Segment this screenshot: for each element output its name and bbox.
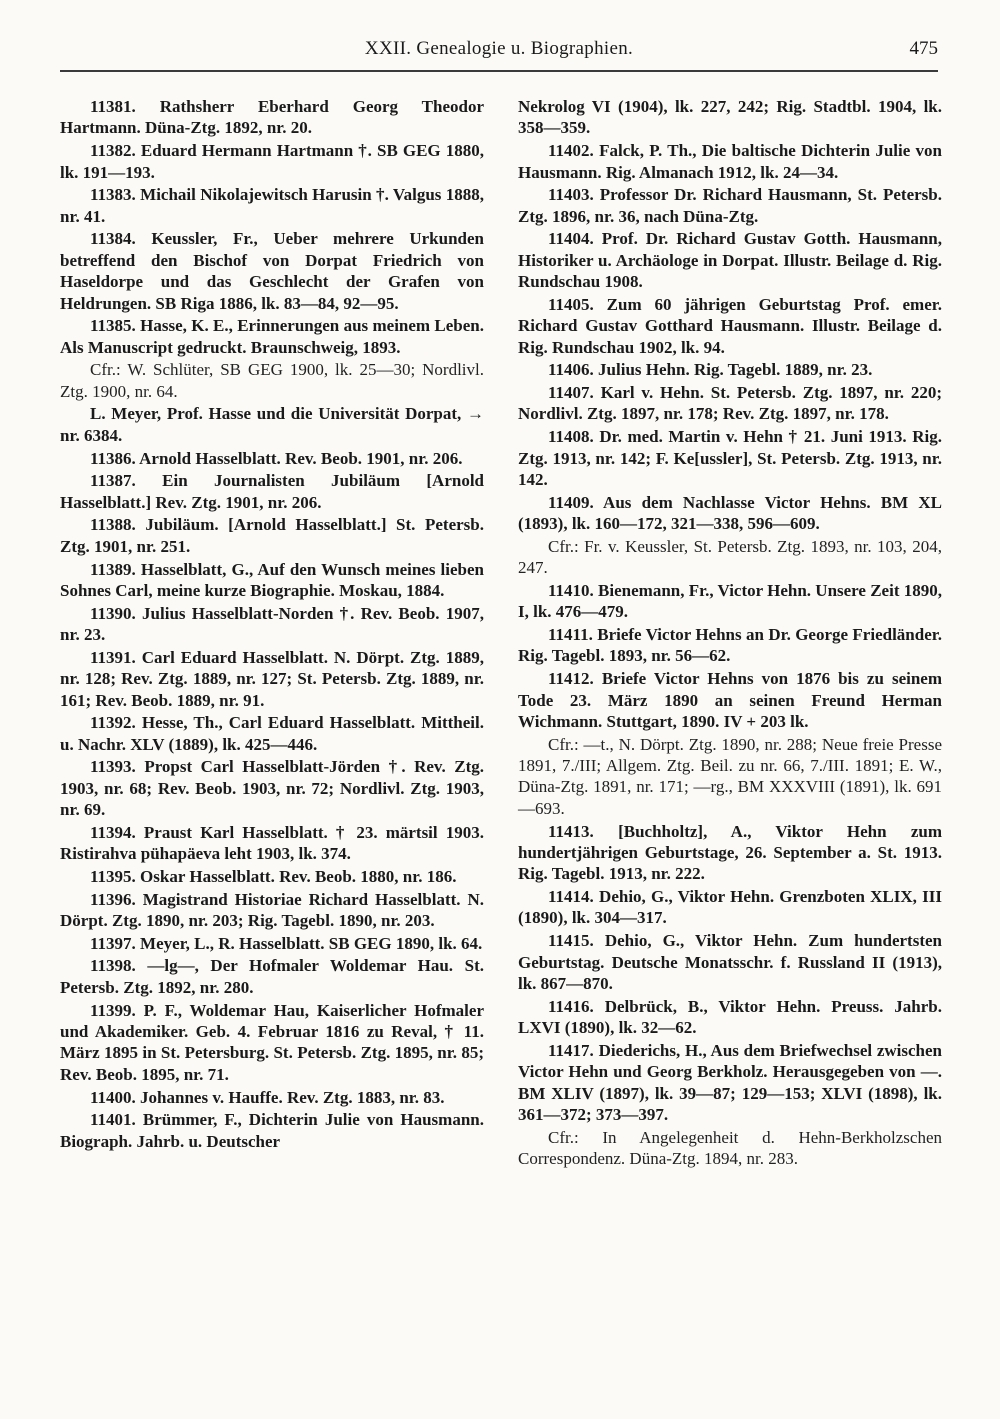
entry-11411: 11411. Briefe Victor Hehns an Dr. George Friedländer. Rig. Tagebl. 1893, nr. 56—62. <box>518 625 942 666</box>
entry-11396: 11396. Magistrand Historiae Richard Hasselblatt. N. Dörpt. Ztg. 1890, nr. 203; Rig. Tagebl. 1890, nr. 203. <box>60 889 484 931</box>
cfr-note: Cfr.: In Angelegenheit d. Hehn-Berkholzschen Correspondenz. Düna-Ztg. 1894, nr. 283. <box>518 1127 942 1169</box>
entry-11410: 11410. Bienemann, Fr., Victor Hehn. Unsere Zeit 1890, I, lk. 476—479. <box>518 580 942 622</box>
entry-11403: 11403. Professor Dr. Richard Hausmann, St. Petersb. Ztg. 1896, nr. 36, nach Düna-Ztg. <box>518 185 942 226</box>
entry-11382: 11382. Eduard Hermann Hartmann †. SB GEG 1880, lk. 191—193. <box>60 141 484 182</box>
entry-11401: 11401. Brümmer, F., Dichterin Julie von Hausmann. Biograph. Jahrb. u. Deutscher <box>60 1110 484 1151</box>
entry-11408: 11408. Dr. med. Martin v. Hehn † 21. Juni 1913. Rig. Ztg. 1913, nr. 142; F. Ke[ussler], St. Petersb. Ztg. 1913, nr. 142. <box>518 427 942 489</box>
entry-11402: 11402. Falck, P. Th., Die baltische Dichterin Julie von Hausmann. Rig. Almanach 1912, lk. 24—34. <box>518 141 942 182</box>
entry-11416: 11416. Delbrück, B., Viktor Hehn. Preuss. Jahrb. LXVI (1890), lk. 32—62. <box>518 996 942 1038</box>
left-column <box>60 96 484 1153</box>
entry-11414: 11414. Dehio, G., Viktor Hehn. Grenzboten XLIX, III (1890), lk. 304—317. <box>518 887 942 928</box>
entry-11404: 11404. Prof. Dr. Richard Gustav Gotth. Hausmann, Historiker u. Archäologe in Dorpat. Illustr. Beilage d. Rig. Rundschau 1908. <box>518 229 942 292</box>
entry-11391: 11391. Carl Eduard Hasselblatt. N. Dörpt. Ztg. 1889, nr. 128; Rev. Ztg. 1889, nr. 127; St. Petersb. Ztg. 1889, nr. 161; Rev. Beob. 1889, nr. 91. <box>60 647 484 710</box>
entry-11417: 11417. Diederichs, H., Aus dem Briefwechsel zwischen Victor Hehn und Georg Berkholz. Herausgegeben von —. BM XLIV (1897), lk. 39—87; 129—153; XLVI (1898), lk. 361—372; 373—397. <box>518 1040 942 1125</box>
entry-11394: 11394. Praust Karl Hasselblatt. † 23. märtsil 1903. Ristirahva pühapäeva leht 1903, lk. 374. <box>60 822 484 864</box>
entry-11401-continued: Nekrolog VI (1904), lk. 227, 242; Rig. Stadtbl. 1904, lk. 358—359. <box>518 97 942 138</box>
cfr-note: Cfr.: W. Schlüter, SB GEG 1900, lk. 25—30; Nordlivl. Ztg. 1900, nr. 64. <box>60 360 484 401</box>
cfr-note: Cfr.: —t., N. Dörpt. Ztg. 1890, nr. 288; Neue freie Presse 1891, 7./III; Allgem. Ztg. Beil. zu nr. 66, 7./III. 1891; E. W., Düna-Ztg. 1891, nr. 171; —rg., BM XXXVIII (1891), lk. 691—693. <box>518 734 942 818</box>
entry-11415: 11415. Dehio, G., Viktor Hehn. Zum hundertsten Geburtstag. Deutsche Monatsschr. f. Russland II (1913), lk. 867—870. <box>518 931 942 993</box>
page-header <box>60 36 938 72</box>
cfr-note: Cfr.: Fr. v. Keussler, St. Petersb. Ztg. 1893, nr. 103, 204, 247. <box>518 536 942 578</box>
entry-11384: 11384. Keussler, Fr., Ueber mehrere Urkunden betreffend den Bischof von Dorpat Friedrich von Haseldorpe und das Geschlecht der Grafen von Heldrungen. SB Riga 1886, lk. 83—84, 92—95. <box>60 229 484 313</box>
entry-11406: 11406. Julius Hehn. Rig. Tagebl. 1889, nr. 23. <box>548 360 873 380</box>
entry-11383: 11383. Michail Nikolajewitsch Harusin †. Valgus 1888, nr. 41. <box>60 185 484 226</box>
entry-11385: 11385. Hasse, K. E., Erinnerungen aus meinem Leben. Als Manuscript gedruckt. Braunschweig, 1893. <box>60 316 484 357</box>
cross-reference: L. Meyer, Prof. Hasse und die Universität Dorpat, → nr. 6384. <box>60 404 484 445</box>
entry-11413: 11413. [Buchholtz], A., Viktor Hehn zum hundertjährigen Geburtstage, 26. September a. St. 1913. Rig. Tagebl. 1913, nr. 222. <box>518 821 942 884</box>
entry-11412: 11412. Briefe Victor Hehns von 1876 bis zu seinem Tode 23. März 1890 an seinen Freund Herman Wichmann. Stuttgart, 1890. IV + 203 lk. <box>518 669 942 731</box>
entry-11381: 11381. Rathsherr Eberhard Georg Theodor Hartmann. Düna-Ztg. 1892, nr. 20. <box>60 97 484 138</box>
entry-11397: 11397. Meyer, L., R. Hasselblatt. SB GEG 1890, lk. 64. <box>90 933 483 953</box>
entry-11387: 11387. Ein Journalisten Jubiläum [Arnold Hasselblatt.] Rev. Ztg. 1901, nr. 206. <box>60 471 484 512</box>
entry-11407: 11407. Karl v. Hehn. St. Petersb. Ztg. 1897, nr. 220; Nordlivl. Ztg. 1897, nr. 178; Rev. Ztg. 1897, nr. 178. <box>518 383 942 424</box>
entry-11395: 11395. Oskar Hasselblatt. Rev. Beob. 1880, nr. 186. <box>90 866 457 886</box>
entry-11409: 11409. Aus dem Nachlasse Victor Hehns. BM XL (1893), lk. 160—172, 321—338, 596—609. <box>518 492 942 534</box>
entry-11398: 11398. —lg—, Der Hofmaler Woldemar Hau. St. Petersb. Ztg. 1892, nr. 280. <box>60 956 484 997</box>
entry-11390: 11390. Julius Hasselblatt-Norden †. Rev. Beob. 1907, nr. 23. <box>60 603 484 645</box>
running-title: XXII. Genealogie u. Biographien. <box>364 38 634 59</box>
page-number: 475 <box>909 38 938 59</box>
entry-11405: 11405. Zum 60 jährigen Geburtstag Prof. emer. Richard Gustav Gotthard Hausmann. Illustr. Beilage d. Rig. Rundschau 1902, lk. 94. <box>518 294 942 357</box>
right-column <box>518 96 942 1171</box>
entry-11392: 11392. Hesse, Th., Carl Eduard Hasselblatt. Mittheil. u. Nachr. XLV (1889), lk. 425—446. <box>60 713 484 754</box>
entry-11389: 11389. Hasselblatt, G., Auf den Wunsch meines lieben Sohnes Carl, meine kurze Biographie. Moskau, 1884. <box>60 559 484 600</box>
entry-11388: 11388. Jubiläum. [Arnold Hasselblatt.] St. Petersb. Ztg. 1901, nr. 251. <box>60 515 484 556</box>
entry-11386: 11386. Arnold Hasselblatt. Rev. Beob. 1901, nr. 206. <box>90 448 463 468</box>
entry-11399: 11399. P. F., Woldemar Hau, Kaiserlicher Hofmaler und Akademiker. Geb. 4. Februar 1816 zu Reval, † 11. März 1895 in St. Petersburg. St. Petersb. Ztg. 1895, nr. 85; Rev. Beob. 1895, nr. 71. <box>60 1000 484 1084</box>
entry-11400: 11400. Johannes v. Hauffe. Rev. Ztg. 1883, nr. 83. <box>90 1087 445 1107</box>
entry-11393: 11393. Propst Carl Hasselblatt-Jörden †. Rev. Ztg. 1903, nr. 68; Rev. Beob. 1903, nr. 72; Nordlivl. Ztg. 1903, nr. 69. <box>60 757 484 820</box>
